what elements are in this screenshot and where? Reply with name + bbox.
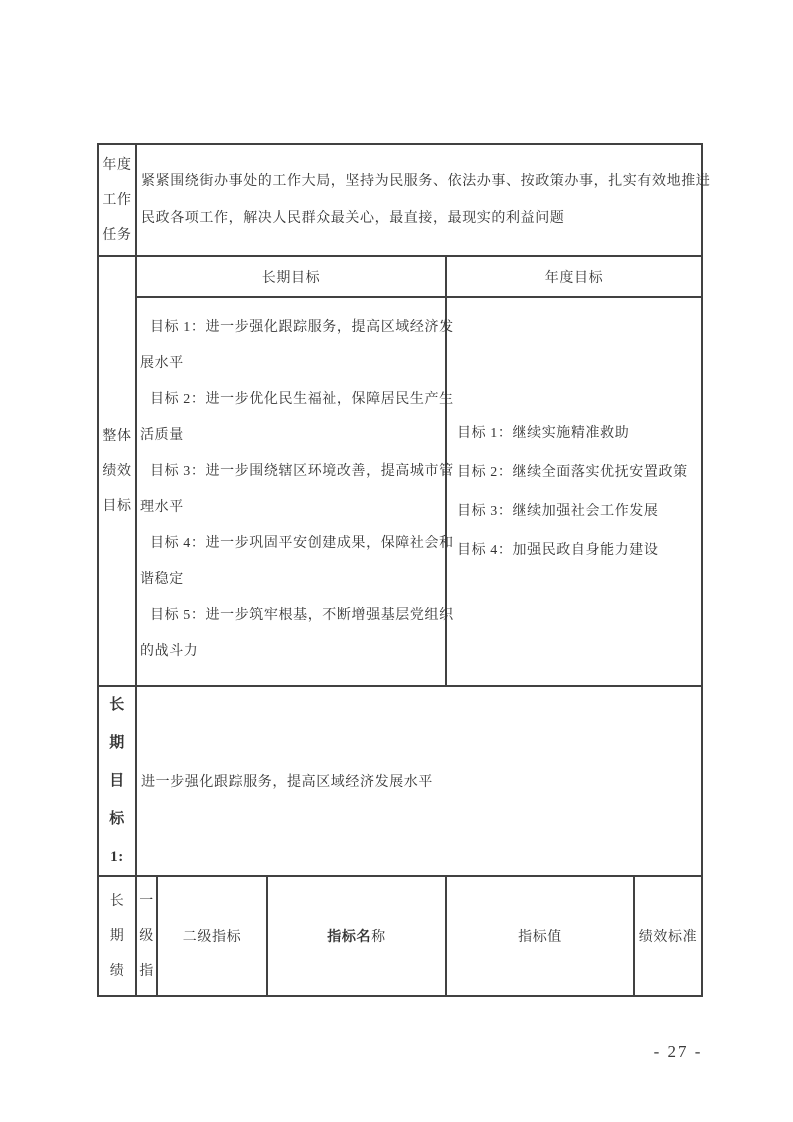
annual-goal-line: 目标 3：继续加强社会工作发展	[457, 503, 659, 519]
longterm1-label-line: 长	[109, 697, 125, 713]
longterm1-label-line: 期	[109, 735, 125, 751]
indicator-col2-label	[137, 877, 158, 995]
longterm-goal-line: 目标 3：进一步围绕辖区环境改善，提高城市管	[150, 464, 454, 479]
longterm-goal-line: 目标 1：进一步强化跟踪服务，提高区域经济发	[150, 320, 454, 335]
performance-target-table	[97, 143, 711, 997]
longterm-goal-line: 谐稳定	[140, 572, 184, 587]
indicator-col1-label	[99, 877, 137, 995]
annual-goal-column-header: 年度目标	[447, 257, 701, 298]
annual-task-row-label	[99, 145, 137, 257]
indicator-name-header	[268, 877, 447, 995]
longterm1-label-line: 目	[109, 773, 125, 789]
annual-task-text-line: 民政各项工作，解决人民群众最关心，最直接，最现实的利益问题	[141, 211, 565, 226]
annual-task-label-line: 年度	[102, 157, 132, 173]
annual-goal-line: 目标 2：继续全面落实优抚安置政策	[457, 464, 688, 480]
annual-task-content-cell	[137, 145, 711, 257]
secondary-indicator-header: 二级指标	[158, 877, 268, 995]
indicator-value-header: 指标值	[447, 877, 635, 995]
annual-goals-cell	[447, 298, 701, 687]
indicator-col1-line: 期	[109, 928, 125, 944]
overall-label-line: 整体	[102, 428, 132, 444]
performance-standard-header: 绩效标准	[638, 930, 698, 945]
indicator-col2-line: 一	[139, 893, 154, 909]
indicator-col2-line: 级	[139, 928, 154, 944]
indicator-name-header-rest: 称	[371, 930, 386, 945]
indicator-col1-line: 长	[109, 893, 125, 909]
overall-label-line: 目标	[102, 498, 132, 514]
page-number: - 27 -	[653, 1042, 703, 1061]
longterm1-label-line: 标	[109, 811, 125, 827]
indicator-col1-line: 绩	[109, 963, 125, 979]
longterm-goal-line: 的战斗力	[140, 644, 199, 659]
longterm-goal-line: 目标 2：进一步优化民生福祉，保障居民生产生	[150, 392, 454, 407]
annual-task-label-line: 工作	[102, 192, 132, 208]
annual-task-text-line: 紧紧围绕街办事处的工作大局，坚持为民服务、依法办事、按政策办事，扎实有效地推进	[141, 174, 711, 189]
indicator-name-header-bold: 指标名	[327, 930, 372, 945]
longterm-goal-1-row-label	[99, 687, 137, 877]
annual-goal-line: 目标 1：继续实施精准救助	[457, 425, 630, 441]
longterm-goal-line: 展水平	[140, 356, 184, 371]
annual-task-label-line: 任务	[102, 227, 132, 243]
indicator-col2-line: 指	[139, 963, 154, 979]
annual-goal-line: 目标 4：加强民政自身能力建设	[457, 542, 659, 558]
longterm-goal-line: 目标 4：进一步巩固平安创建成果，保障社会和	[150, 536, 454, 551]
longterm-goal-1-content: 进一步强化跟踪服务，提高区域经济发展水平	[137, 687, 701, 877]
overall-performance-row-label	[99, 257, 137, 687]
overall-label-line: 绩效	[102, 463, 132, 479]
longterm1-label-line: 1:	[110, 849, 124, 865]
longterm-goal-line: 理水平	[140, 500, 184, 515]
longterm-goals-cell	[137, 298, 454, 687]
longterm-goal-column-header: 长期目标	[137, 257, 447, 298]
longterm-goal-line: 活质量	[140, 428, 184, 443]
longterm-goal-line: 目标 5：进一步筑牢根基，不断增强基层党组织	[150, 608, 454, 623]
